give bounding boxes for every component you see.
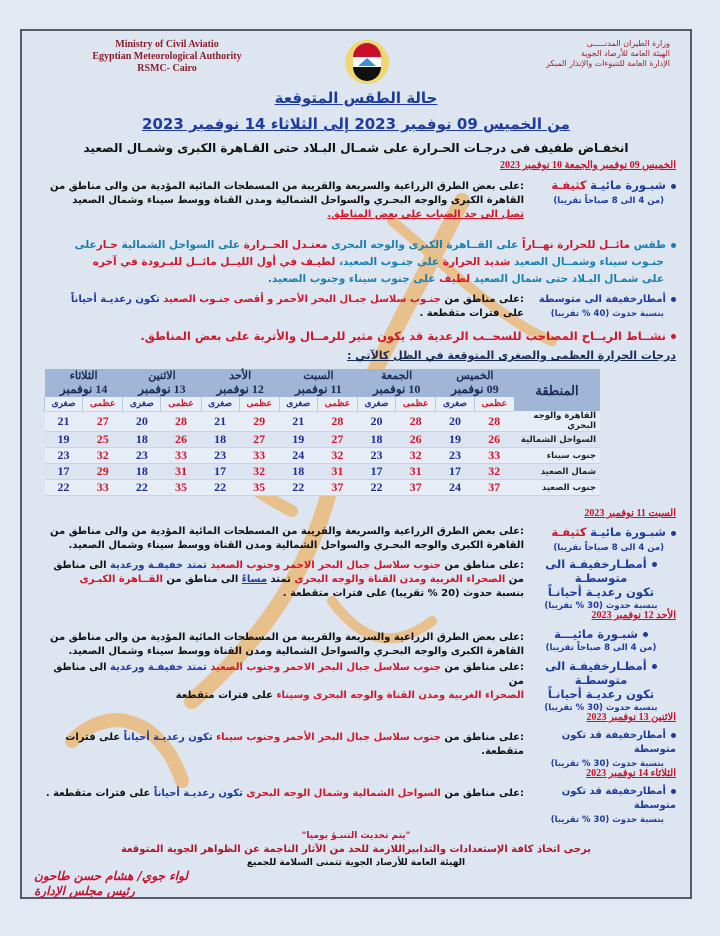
min-temp-cell: 21 (279, 411, 317, 432)
min-header: صغرى (123, 397, 161, 411)
max-temp-cell: 26 (396, 432, 436, 448)
day-column-header (358, 369, 436, 397)
bullet-icon (671, 733, 676, 738)
max-temp-cell: 28 (396, 411, 436, 432)
day1-heading: الخميس 09 نوفمبر والجمعة 10 نوفمبر 2023 (500, 160, 676, 171)
day6-heading: الثلاثاء 14 نوفمبر 2023 (586, 768, 676, 779)
bullet-icon (671, 334, 676, 339)
min-temp-cell: 23 (201, 448, 239, 464)
table-row (45, 464, 601, 480)
header-arabic-line: الإدارة العامة للتنبوءات والإنذار المبكر (546, 59, 670, 68)
region-cell: جنوب سيناء (514, 448, 600, 464)
region-cell: شمال الصعيد (514, 464, 600, 480)
min-temp-cell: 18 (201, 432, 239, 448)
day5-rain-text: :على مناطق من جنوب سلاسل جبال البحر الأحمر وجنوب سيناء تكون رعديـة أحياناً على فترات متقطعة. (65, 732, 524, 757)
day-name: الخميس (456, 370, 494, 382)
day1-weather: طقس مائــل للحرارة نهــاراً على القــاهرة الكبرى والوجه البحرى معتـدل الحــرارة على السواحل الشمالية حـارعلى جنـوب سيناء وشمــال الصعيد شديد الحرارة على جنـوب الصعيد، لطيـف في أول الليــل مائــل للبـرودة في آخره على شمـال البـلاد حتى شمال الصعيد لطيف على جنوب سيناء وجنوب الصعيد. (36, 237, 676, 288)
min-temp-cell: 24 (279, 448, 317, 464)
max-temp-cell: 31 (317, 464, 357, 480)
min-temp-cell: 22 (45, 480, 83, 496)
header-english (62, 39, 272, 75)
table-row (45, 480, 601, 496)
min-header: صغرى (279, 397, 317, 411)
day-column-header (279, 369, 357, 397)
day-name: الاثنين (148, 370, 176, 382)
max-temp-cell: 27 (317, 432, 357, 448)
max-temp-cell: 28 (161, 411, 201, 432)
max-temp-cell: 31 (396, 464, 436, 480)
header-english-line: Ministry of Civil Aviatio (115, 39, 219, 50)
max-temp-cell: 33 (474, 448, 514, 464)
region-cell: القاهرة والوجه البحري (514, 411, 600, 432)
advice-note: يرجى اتخاذ كافة الإستعدادات والتدابيراللازمة للحد من الآثار الناجمة عن الظواهر الجوية المتوقعة (120, 844, 592, 855)
min-temp-cell: 22 (201, 480, 239, 496)
min-temp-cell: 23 (358, 448, 396, 464)
region-cell: جنوب الصعيد (514, 480, 600, 496)
bullet-icon (671, 789, 676, 794)
day-date: 09 نوفمبر (451, 382, 499, 396)
max-temp-cell: 37 (474, 480, 514, 496)
max-temp-cell: 26 (474, 432, 514, 448)
max-temp-cell: 37 (396, 480, 436, 496)
day6-rain-text: :على مناطق من السواحل الشمالية وشمال الوجه البحرى تكون رعديـة أحياناً على فترات متقطعة . (45, 788, 524, 799)
day-date: 14 نوفمبر (59, 382, 108, 396)
max-temp-cell: 32 (474, 464, 514, 480)
max-temp-cell: 37 (317, 480, 357, 496)
day-date: 13 نوفمبر (138, 382, 186, 396)
day1-wind: نشــاط الريــاح المصاحب للسحــب الرعدية قد يكون مثير للرمــال والأتربة على بعض المناطق. (36, 329, 676, 343)
table-row (45, 411, 601, 432)
min-header: صغرى (45, 397, 83, 411)
min-header: صغرى (436, 397, 474, 411)
min-temp-cell: 22 (279, 480, 317, 496)
max-temp-cell: 25 (83, 432, 123, 448)
min-temp-cell: 17 (201, 464, 239, 480)
forecast-period: من الخميس 09 نوفمبر 2023 إلى الثلاثاء 14 نوفمبر 2023 (142, 115, 570, 133)
max-header: عظمى (161, 397, 201, 411)
day3-heading: السبت 11 نوفمبر 2023 (584, 508, 676, 519)
min-temp-cell: 18 (358, 432, 396, 448)
day5-rain-label: أمطارخفيفة قد تكون متوسطة بنسبة حدوث (30 % تقريبا) (550, 730, 676, 769)
bullet-icon (671, 243, 676, 248)
day-name: الأحد (229, 370, 252, 382)
min-temp-cell: 22 (358, 480, 396, 496)
day-name: السبت (303, 370, 334, 382)
day-date: 12 نوفمبر (216, 382, 264, 396)
day-column-header (45, 369, 123, 397)
header-arabic (470, 39, 670, 69)
day-column-header (436, 369, 514, 397)
day-name: الجمعة (381, 370, 413, 382)
day1-fog-text: :على بعض الطرق الزراعية والسريعة والقريبة من المسطحات المائية المؤدية من والى مناطق من القاهرة الكبرى والوجه البحـري والسواحل الشمالية ومدن القناة ووسط سيناء وشمال الصعيد تصل الى حد الضباب على بعض المناطق. (50, 181, 524, 220)
max-temp-cell: 32 (317, 448, 357, 464)
day-date: 11 نوفمبر (295, 382, 342, 396)
day-name: الثلاثاء (69, 370, 98, 382)
region-header: المنطقة (514, 369, 600, 411)
bullet-icon (671, 184, 676, 189)
min-temp-cell: 21 (201, 411, 239, 432)
header-english-line: Egyptian Meteorological Authority (92, 51, 242, 62)
max-temp-cell: 32 (239, 464, 279, 480)
day4-heading: الأحد 12 نوفمبر 2023 (591, 610, 676, 621)
max-temp-cell: 29 (239, 411, 279, 432)
region-cell: السواحل الشمالية (514, 432, 600, 448)
min-temp-cell: 23 (123, 448, 161, 464)
table-row (45, 448, 601, 464)
min-temp-cell: 20 (123, 411, 161, 432)
day1-fog-label: شبـورة مائيـة كثيفـة (من 4 الى 8 صباحاً تقريبا) (526, 178, 676, 208)
day6-rain-label: أمطارخفيفة قد تكون متوسطة بنسبة حدوث (30 % تقريبا) (550, 786, 676, 825)
min-temp-cell: 23 (45, 448, 83, 464)
day4-fog-label: شبـورة مائيـــة (من 4 الى 8 صباحاً تقريبا) (545, 627, 657, 653)
update-note: "يتم تحديث التنبـؤ يوميا" (301, 831, 411, 841)
max-temp-cell: 33 (83, 480, 123, 496)
day3-fog-label: شبـورة مائيـة كثيفـة (من 4 الى 8 صباحاً تقريبا) (526, 525, 676, 555)
min-temp-cell: 19 (279, 432, 317, 448)
bullet-icon (652, 562, 657, 567)
bullet-icon (671, 297, 676, 302)
day3-rain-text: :على مناطق من جنوب سلاسل جبال البحر الاحمر وجنوب الصعيد تمتد خفيفـة ورعدية الى مناطق من الصحراء الغربية ومدن القناة والوجه البحرى تمتد مساءً الى مناطق من القــاهرة الكبـرى بنسبة حدوث (20 % تقريبا) على فترات متقطعة . (53, 560, 524, 599)
forecast-document (20, 29, 692, 899)
wishes-note: الهيئة العامة للأرصاد الجوية تتمنى السلامة للجميع (246, 858, 466, 868)
min-temp-cell: 17 (45, 464, 83, 480)
bullet-icon (652, 664, 657, 669)
max-temp-cell: 27 (239, 432, 279, 448)
min-temp-cell: 22 (123, 480, 161, 496)
max-temp-cell: 33 (239, 448, 279, 464)
day3-rain-label: أمطـارخفيفـة الى متوسطـة تكون رعديـة أحيانـاً بنسبة حدوث (30 % تقريبا) (544, 557, 658, 611)
page-title: حالة الطقس المتوقعة (274, 89, 438, 107)
max-temp-cell: 28 (474, 411, 514, 432)
min-temp-cell: 18 (279, 464, 317, 480)
min-temp-cell: 23 (436, 448, 474, 464)
max-temp-cell: 29 (83, 464, 123, 480)
day1-rain-label: أمطارخفيفة الى متوسطة بنسبة حدوث (40 % تقريبا) (526, 293, 676, 321)
min-temp-cell: 17 (358, 464, 396, 480)
day4-rain-label: أمطـارخفيفـة الى متوسطـة تكون رعديـة أحيانـاً بنسبة حدوث (30 % تقريبا) (544, 659, 658, 713)
max-temp-cell: 26 (161, 432, 201, 448)
headline: انخفـاض طفيف فى درجـات الحـرارة على شمـال البـلاد حتى القـاهرة الكبرى وشمـال الصعيد (83, 141, 629, 155)
header-arabic-line: الهيئة العامة للأرصاد الجوية (581, 49, 670, 58)
header-arabic-line: وزارة الطيران المدنـــــى (586, 39, 670, 48)
day5-heading: الاثنين 13 نوفمبر 2023 (586, 712, 676, 723)
max-temp-cell: 35 (161, 480, 201, 496)
min-temp-cell: 20 (436, 411, 474, 432)
table-caption: درجات الحرارة العظمى والصغرى المتوقعة في الظل كالآتي : (347, 349, 676, 362)
day3-fog-text: :على بعض الطرق الزراعية والسريعة والقريبة من المسطحات المائية المؤدية من والى مناطق من القاهرة الكبرى والوجه البحـري والسواحل الشمالية ومدن القناة ووسط سيناء وشمال الصعيد. (50, 526, 524, 551)
max-header: عظمى (239, 397, 279, 411)
signature-role: رئيس مجلس الإدارة (34, 884, 135, 898)
day-column-header (201, 369, 279, 397)
header-english-line: RSMC- Cairo (137, 63, 197, 74)
max-header: عظمى (474, 397, 514, 411)
min-header: صغرى (358, 397, 396, 411)
min-temp-cell: 24 (436, 480, 474, 496)
day-column-header (123, 369, 201, 397)
max-header: عظمى (317, 397, 357, 411)
max-header: عظمى (83, 397, 123, 411)
temperature-table (44, 369, 600, 496)
day-date: 10 نوفمبر (372, 382, 421, 396)
min-temp-cell: 20 (358, 411, 396, 432)
min-temp-cell: 18 (123, 432, 161, 448)
bullet-icon (671, 531, 676, 536)
min-temp-cell: 17 (436, 464, 474, 480)
max-temp-cell: 35 (239, 480, 279, 496)
min-temp-cell: 18 (123, 464, 161, 480)
bullet-icon (643, 632, 648, 637)
min-temp-cell: 21 (45, 411, 83, 432)
max-temp-cell: 32 (83, 448, 123, 464)
max-temp-cell: 27 (83, 411, 123, 432)
signature-name: لواء جوي/ هشام حسن طاحون (34, 869, 188, 883)
table-row (45, 432, 601, 448)
max-temp-cell: 31 (161, 464, 201, 480)
day4-fog-text: :على بعض الطرق الزراعية والسريعة والقريبة من المسطحات المائية المؤدية من والى مناطق من القاهرة الكبرى والوجه البحـري والسواحل الشمالية ومدن القناة ووسط سيناء وشمال الصعيد. (50, 632, 524, 657)
day4-rain-text: :على مناطق من جنوب سلاسل جبال البحر الاحمر وجنوب الصعيد تمتد خفيفـة ورعدية الى مناطق من الصحراء الغربية ومدن القناة والوجه البحرى وسيناء على فترات متقطعة (53, 662, 524, 701)
ema-logo-icon (344, 35, 390, 89)
max-header: عظمى (396, 397, 436, 411)
max-temp-cell: 32 (396, 448, 436, 464)
min-temp-cell: 19 (436, 432, 474, 448)
max-temp-cell: 28 (317, 411, 357, 432)
day1-rain-text: :على مناطق من جنـوب سلاسل جبـال البحر الأحمر و أقصى جنـوب الصعيد تكون رعديـة أحياناً على فترات متقطعة . (70, 294, 524, 319)
min-temp-cell: 19 (45, 432, 83, 448)
min-header: صغرى (201, 397, 239, 411)
max-temp-cell: 33 (161, 448, 201, 464)
